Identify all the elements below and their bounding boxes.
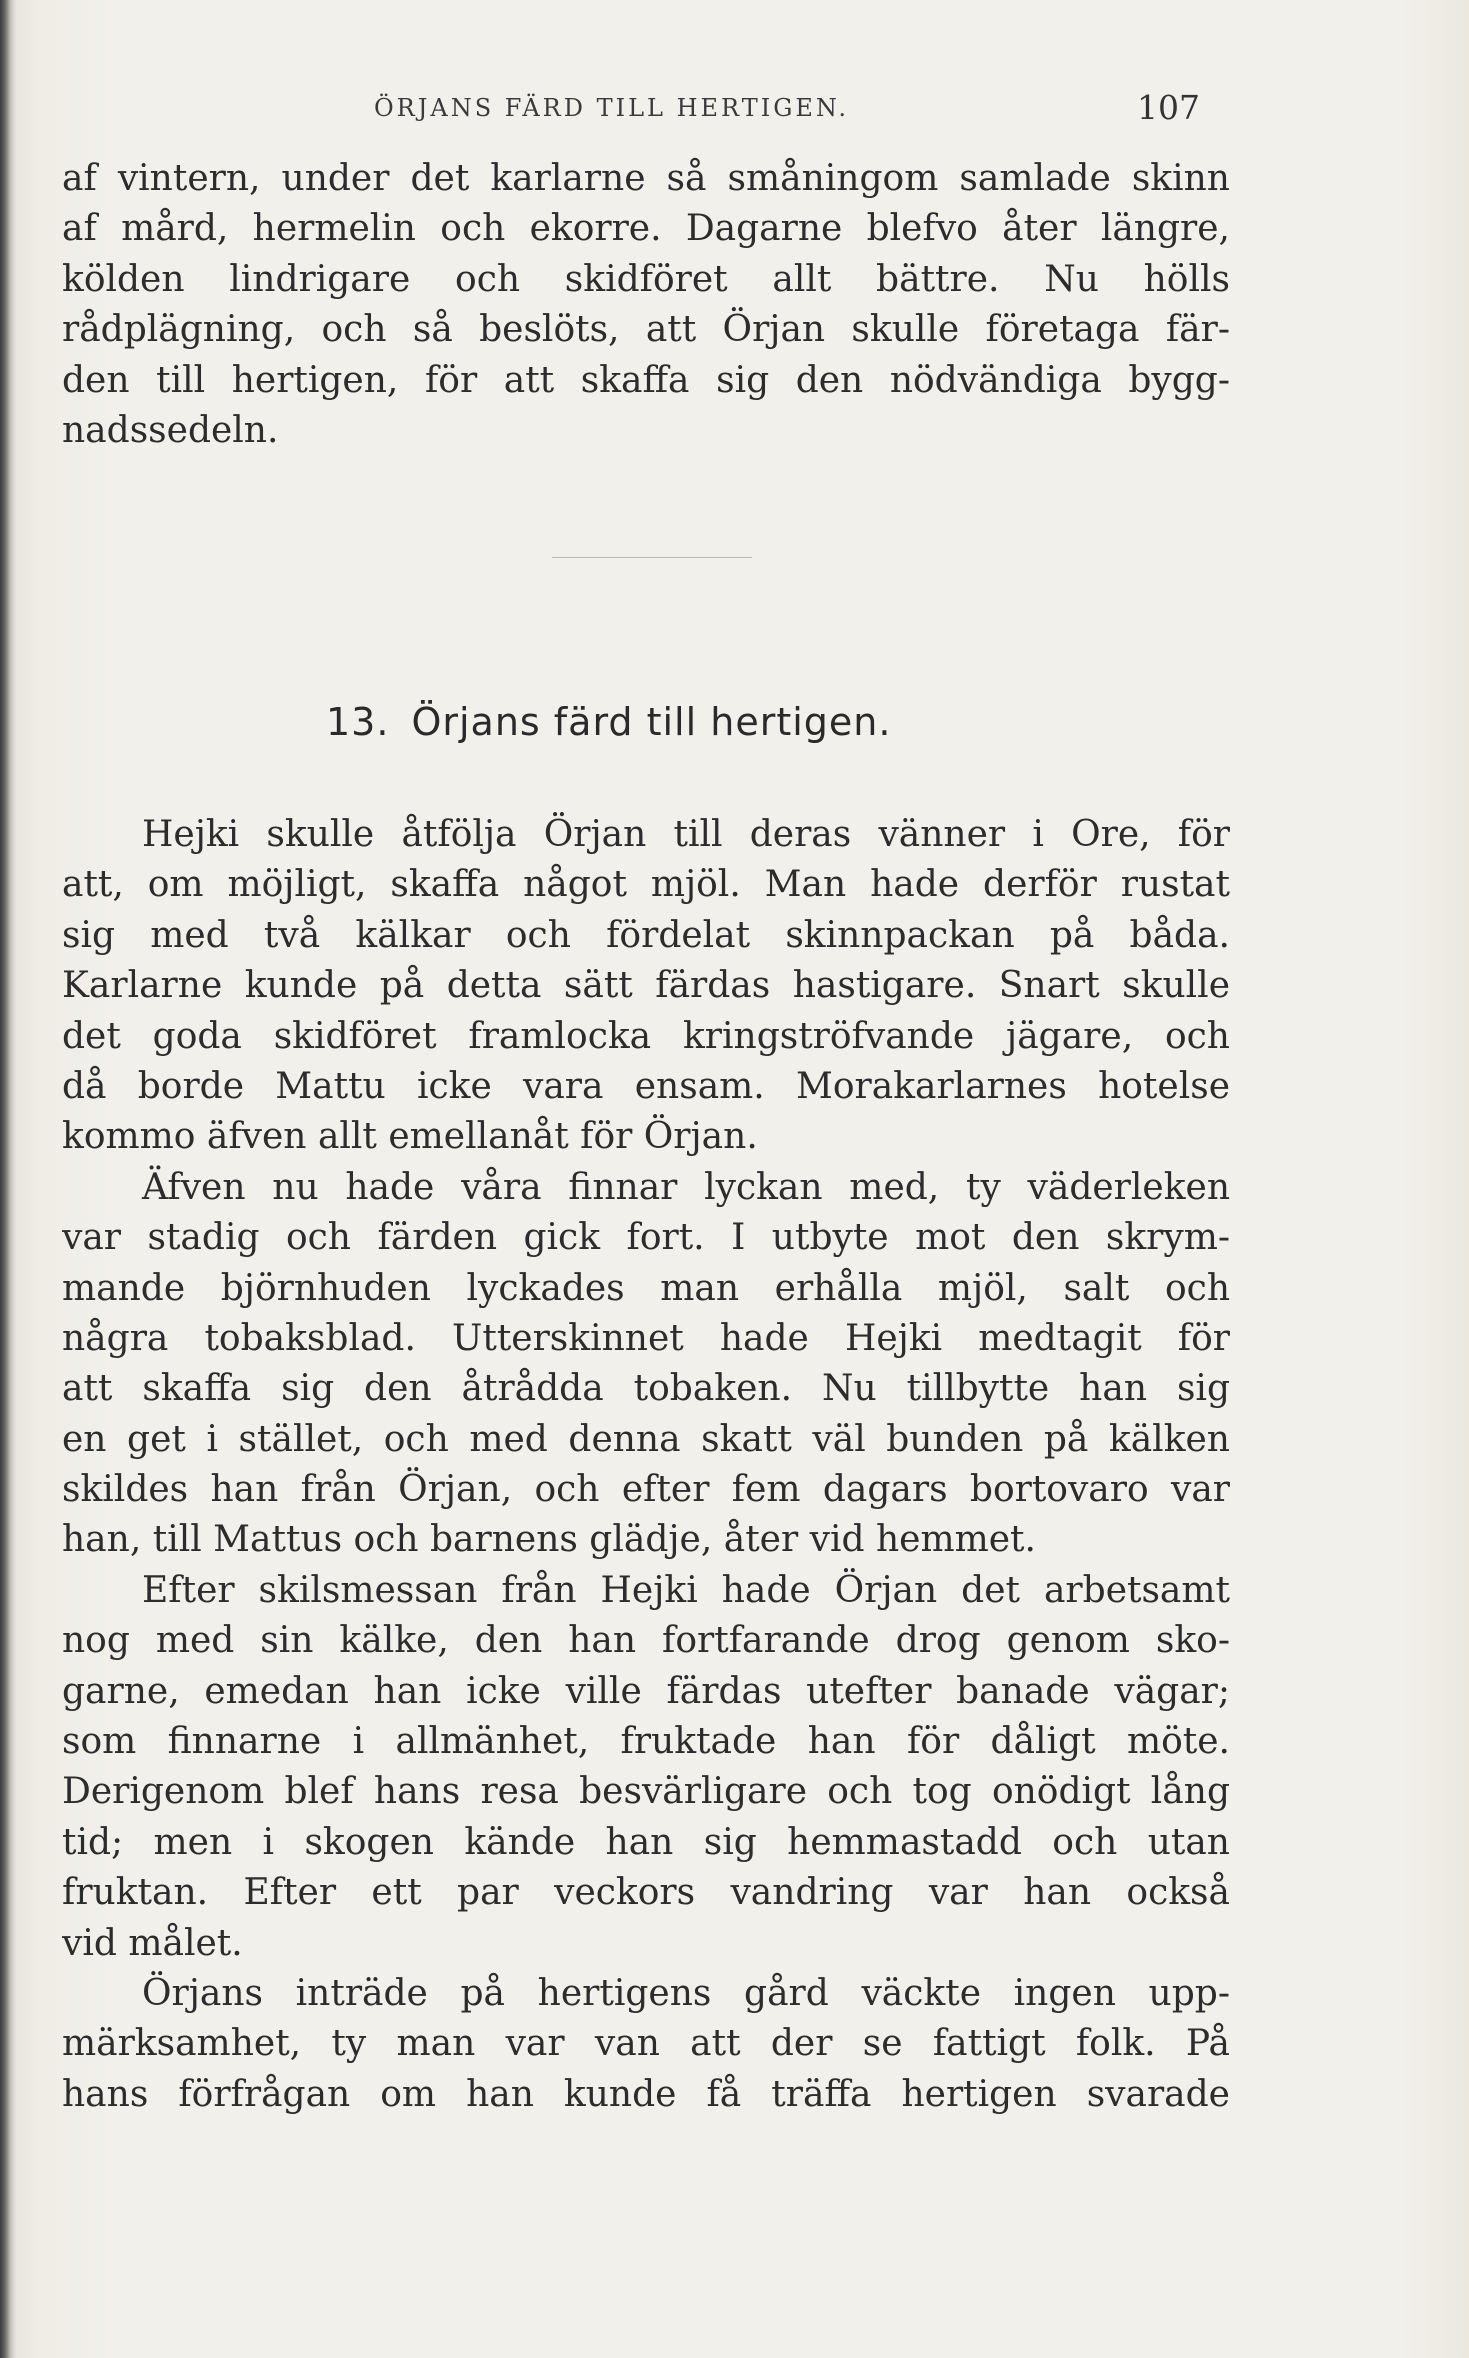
text-line: Derigenom blef hans resa besvärligare och tog onödigt lång <box>62 1771 1230 1813</box>
text-line: garne, emedan han icke ville färdas utefter banade vägar; <box>62 1670 1230 1712</box>
opening-paragraph <box>62 154 1230 456</box>
book-binding-edge <box>0 0 16 2358</box>
text-line: som finnarne i allmänhet, fruktade han för dåligt möte. <box>62 1721 1230 1763</box>
text-line: nadssedeln. <box>62 409 279 451</box>
paragraph <box>62 1566 1230 1969</box>
text-line: några tobaksblad. Utterskinnet hade Hejki medtagit för <box>62 1317 1230 1359</box>
text-line: tid; men i skogen kände han sig hemmastadd och utan <box>62 1821 1230 1863</box>
text-line: Hejki skulle åtfölja Örjan till deras vänner i Ore, för <box>142 814 1230 855</box>
chapter-title: Örjans färd till hertigen. <box>411 700 892 744</box>
text-line: det goda skidföret framlocka kringströfvande jägare, och <box>62 1015 1230 1057</box>
text-line: Örjans inträde på hertigens gård väckte ingen upp- <box>142 1972 1230 2014</box>
text-line: sig med två kälkar och fördelat skinnpackan på båda. <box>62 914 1230 956</box>
text-line: hans förfrågan om han kunde få träffa hertigen svarade <box>62 2073 1230 2115</box>
text-line: den till hertigen, för att skaffa sig den nödvändiga bygg- <box>62 359 1230 401</box>
text-line: af vintern, under det karlarne så småningom samlade skinn <box>62 158 1230 199</box>
text-line: nog med sin kälke, den han fortfarande drog genom sko- <box>62 1620 1230 1662</box>
text-line: kommo äfven allt emellanåt för Örjan. <box>62 1116 758 1158</box>
text-line: då borde Mattu icke vara ensam. Morakarlarnes hotelse <box>62 1065 1230 1107</box>
paragraph <box>62 1969 1230 2120</box>
text-line: vid målet. <box>62 1922 243 1964</box>
page-number: 107 <box>1137 88 1200 127</box>
text-line: Karlarne kunde på detta sätt färdas hastigare. Snart skulle <box>62 965 1230 1007</box>
text-line: han, till Mattus och barnens glädje, åter vid hemmet. <box>62 1519 1036 1561</box>
text-line: en get i stället, och med denna skatt väl bunden på kälken <box>62 1418 1230 1460</box>
text-line: kölden lindrigare och skidföret allt bättre. Nu hölls <box>62 258 1230 300</box>
text-line: fruktan. Efter ett par veckors vandring var han också <box>62 1872 1230 1914</box>
chapter-number: 13. <box>326 700 390 744</box>
running-title: ÖRJANS FÄRD TILL HERTIGEN. <box>374 94 849 122</box>
text-line: att, om möjligt, skaffa något mjöl. Man hade derför rustat <box>62 864 1230 906</box>
text-line: rådplägning, och så beslöts, att Örjan skulle företaga fär- <box>62 309 1230 351</box>
text-line: Efter skilsmessan från Hejki hade Örjan det arbetsamt <box>142 1569 1230 1611</box>
text-line: var stadig och färden gick fort. I utbyte mot den skrym- <box>62 1217 1230 1259</box>
chapter-heading <box>326 700 891 744</box>
text-line: Äfven nu hade våra finnar lyckan med, ty väderleken <box>142 1166 1230 1208</box>
chapter-body <box>62 810 1230 2120</box>
section-divider <box>552 557 752 558</box>
text-line: af mård, hermelin och ekorre. Dagarne blefvo åter längre, <box>62 208 1230 250</box>
text-line: mande björnhuden lyckades man erhålla mjöl, salt och <box>62 1267 1230 1309</box>
text-line: skildes han från Örjan, och efter fem dagars bortovaro var <box>62 1469 1230 1511</box>
text-line: att skaffa sig den åtrådda tobaken. Nu tillbytte han sig <box>62 1368 1230 1410</box>
paragraph <box>62 810 1230 1163</box>
text-line: märksamhet, ty man var van att der se fattigt folk. På <box>62 2023 1230 2065</box>
paragraph <box>62 1163 1230 1566</box>
running-head <box>374 88 1200 128</box>
